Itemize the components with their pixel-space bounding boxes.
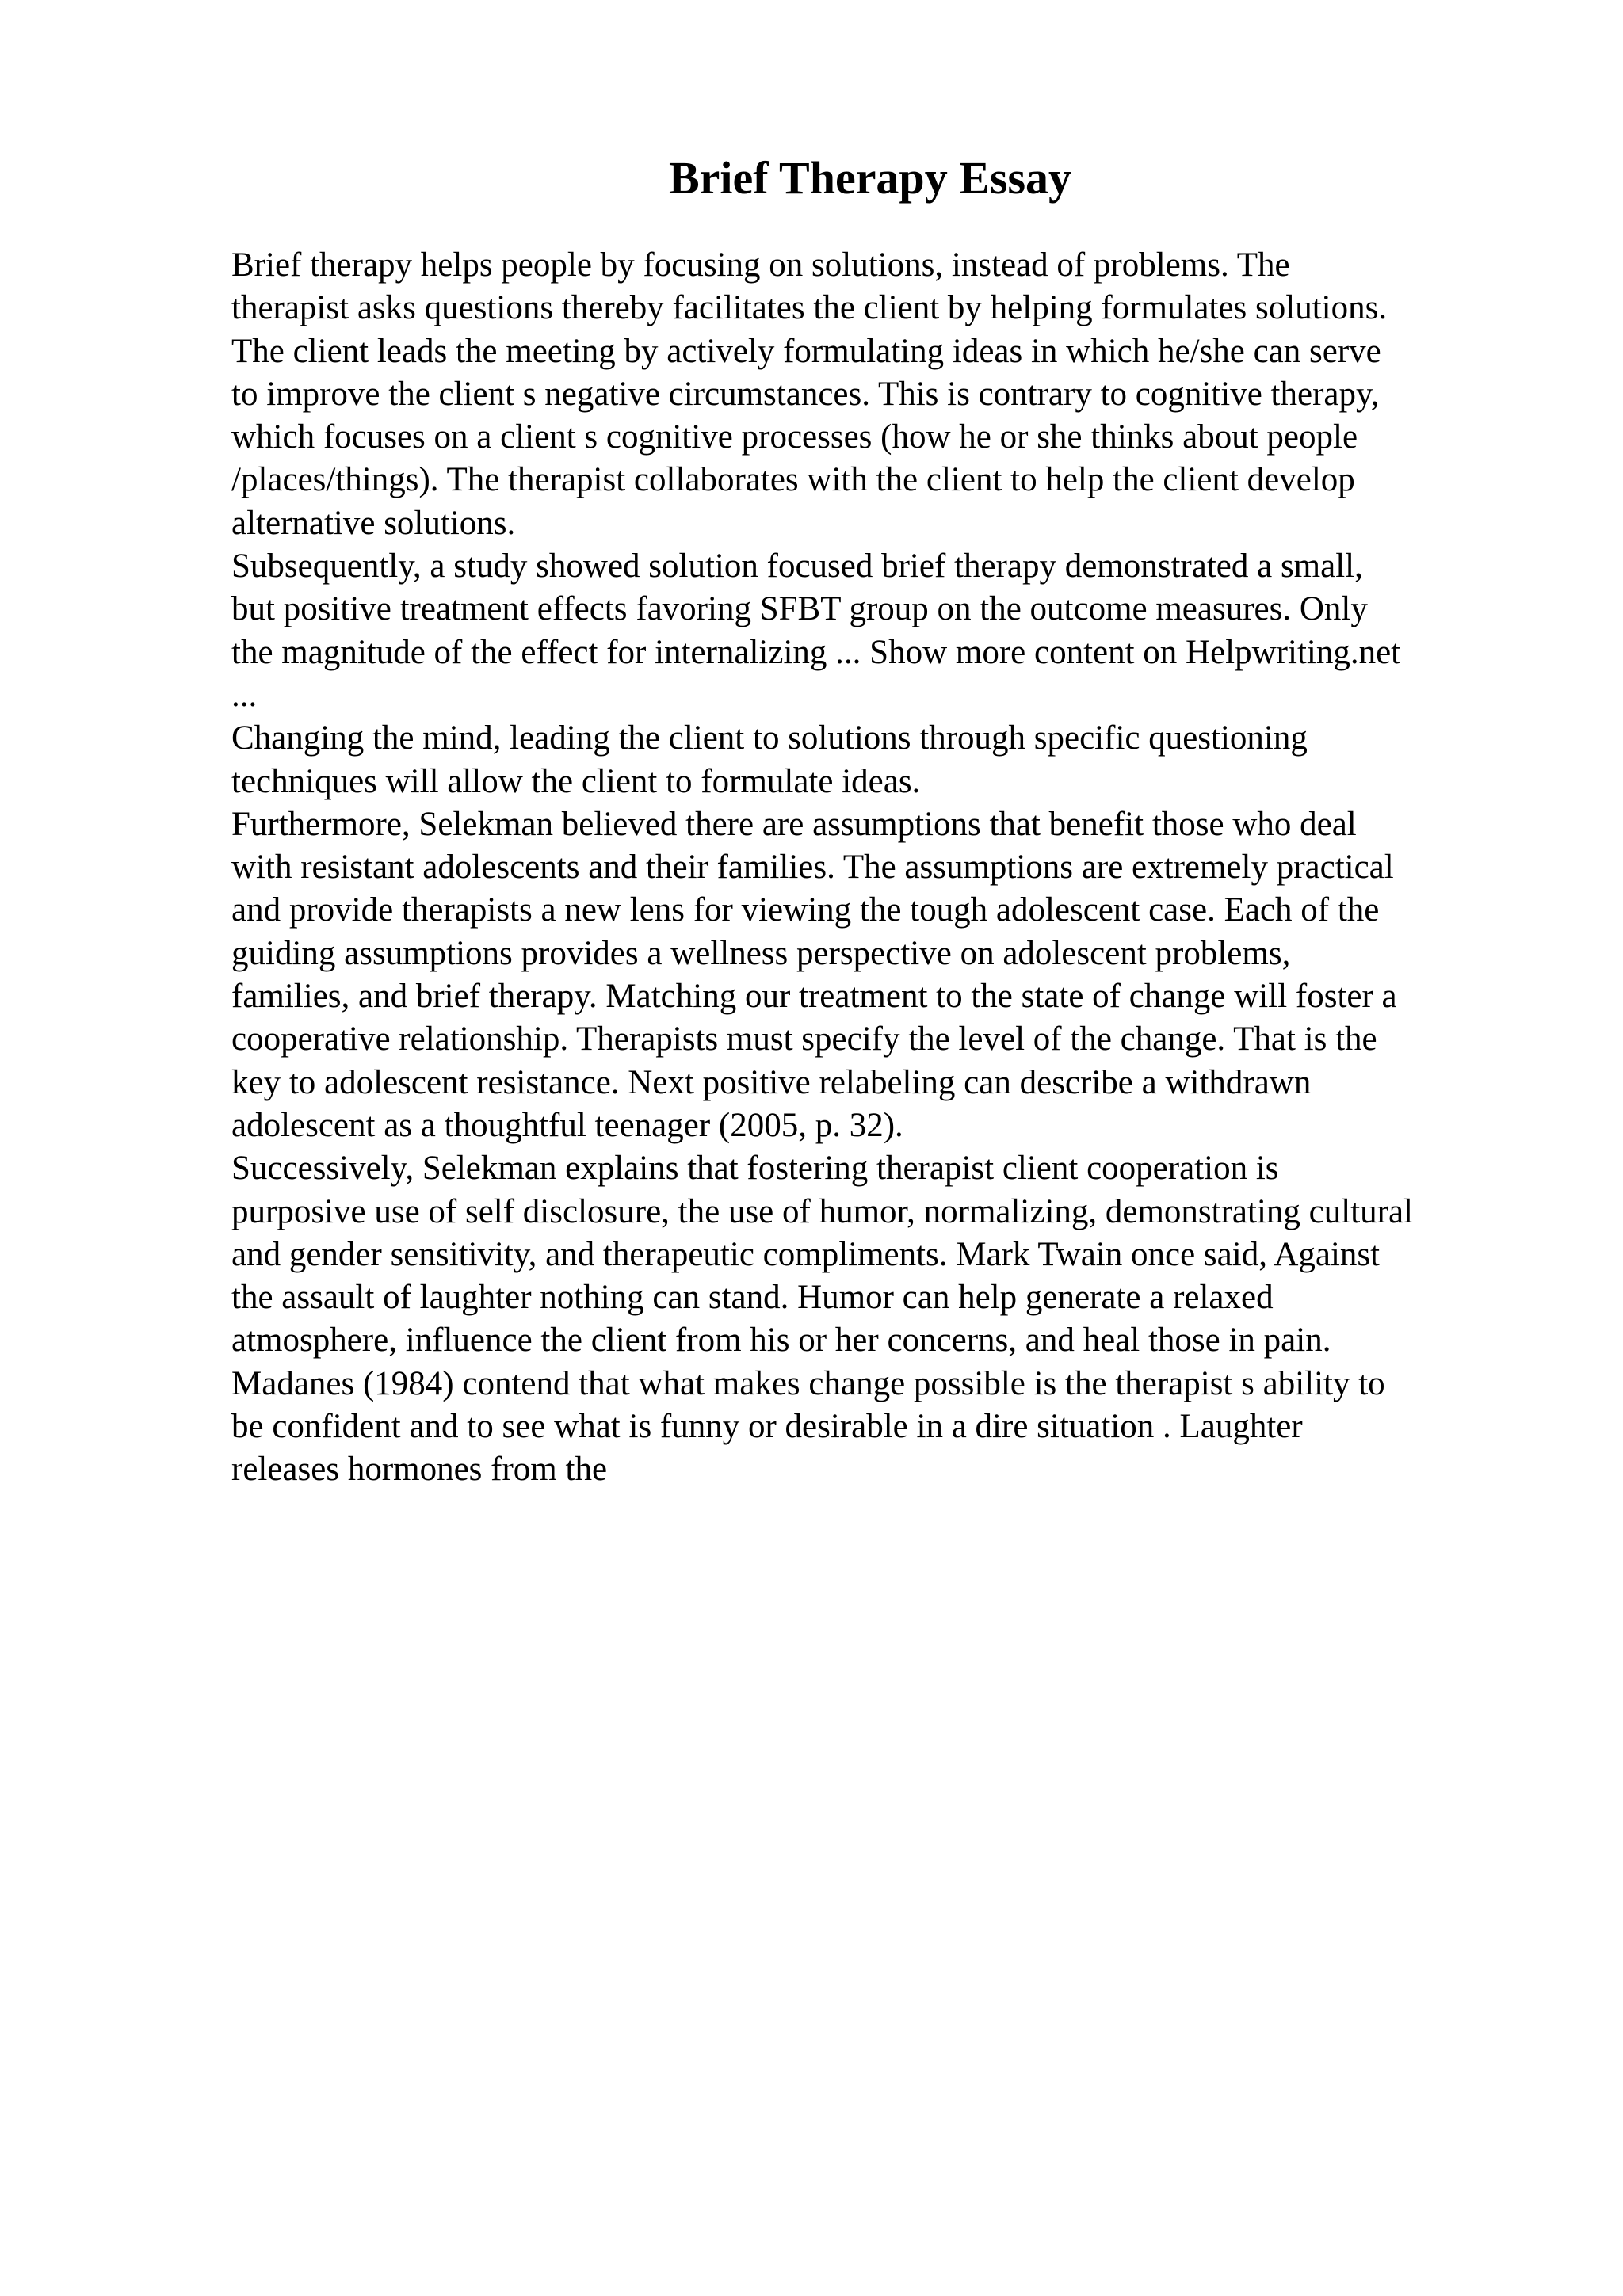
body-line: Madanes (1984) contend that what makes change possible is the therapist s ability to bbox=[231, 1364, 1385, 1402]
body-line: ... bbox=[231, 676, 258, 714]
body-line: releases hormones from the bbox=[231, 1451, 608, 1489]
body-line: /places/things). The therapist collaborates with the client to help the client develop bbox=[231, 461, 1355, 499]
body-line: with resistant adolescents and their families. The assumptions are extremely practical bbox=[231, 849, 1394, 887]
body-line: the assault of laughter nothing can stand. Humor can help generate a relaxed bbox=[231, 1279, 1274, 1317]
body-line: atmosphere, influence the client from his or her concerns, and heal those in pain. bbox=[231, 1322, 1331, 1360]
body-line: guiding assumptions provides a wellness perspective on adolescent problems, bbox=[231, 934, 1291, 972]
body-line: families, and brief therapy. Matching our treatment to the state of change will foster a bbox=[231, 978, 1397, 1016]
body-line: Furthermore, Selekman believed there are assumptions that benefit those who deal bbox=[231, 805, 1357, 843]
body-line: to improve the client s negative circumstances. This is contrary to cognitive therapy, bbox=[231, 375, 1380, 413]
body-line: techniques will allow the client to formulate ideas. bbox=[231, 762, 921, 800]
body-line: the magnitude of the effect for internalizing ... Show more content on Helpwriting.net bbox=[231, 633, 1401, 671]
body-line: and provide therapists a new lens for viewing the tough adolescent case. Each of the bbox=[231, 891, 1380, 929]
body-line: alternative solutions. bbox=[231, 504, 516, 542]
document-body bbox=[231, 244, 1531, 1492]
body-line: but positive treatment effects favoring SFBT group on the outcome measures. Only bbox=[231, 590, 1368, 628]
body-line: Brief therapy helps people by focusing on solutions, instead of problems. The bbox=[231, 246, 1290, 284]
body-line: purposive use of self disclosure, the use of humor, normalizing, demonstrating cultural bbox=[231, 1192, 1413, 1230]
body-line: and gender sensitivity, and therapeutic compliments. Mark Twain once said, Against bbox=[231, 1235, 1381, 1273]
document-title: Brief Therapy Essay bbox=[668, 152, 1072, 204]
body-line: Subsequently, a study showed solution focused brief therapy demonstrated a small, bbox=[231, 547, 1363, 585]
body-line: Changing the mind, leading the client to solutions through specific questioning bbox=[231, 719, 1308, 757]
body-line: therapist asks questions thereby facilitates the client by helping formulates solutions. bbox=[231, 289, 1388, 327]
body-line: be confident and to see what is funny or desirable in a dire situation . Laughter bbox=[231, 1408, 1303, 1446]
body-line: cooperative relationship. Therapists must specify the level of the change. That is the bbox=[231, 1020, 1377, 1058]
body-line: Successively, Selekman explains that fostering therapist client cooperation is bbox=[231, 1150, 1279, 1188]
body-line: The client leads the meeting by actively formulating ideas in which he/she can serve bbox=[231, 332, 1381, 370]
body-line: adolescent as a thoughtful teenager (2005, p. 32). bbox=[231, 1106, 903, 1144]
body-line: which focuses on a client s cognitive processes (how he or she thinks about people bbox=[231, 418, 1358, 456]
body-line: key to adolescent resistance. Next positive relabeling can describe a withdrawn bbox=[231, 1063, 1312, 1101]
